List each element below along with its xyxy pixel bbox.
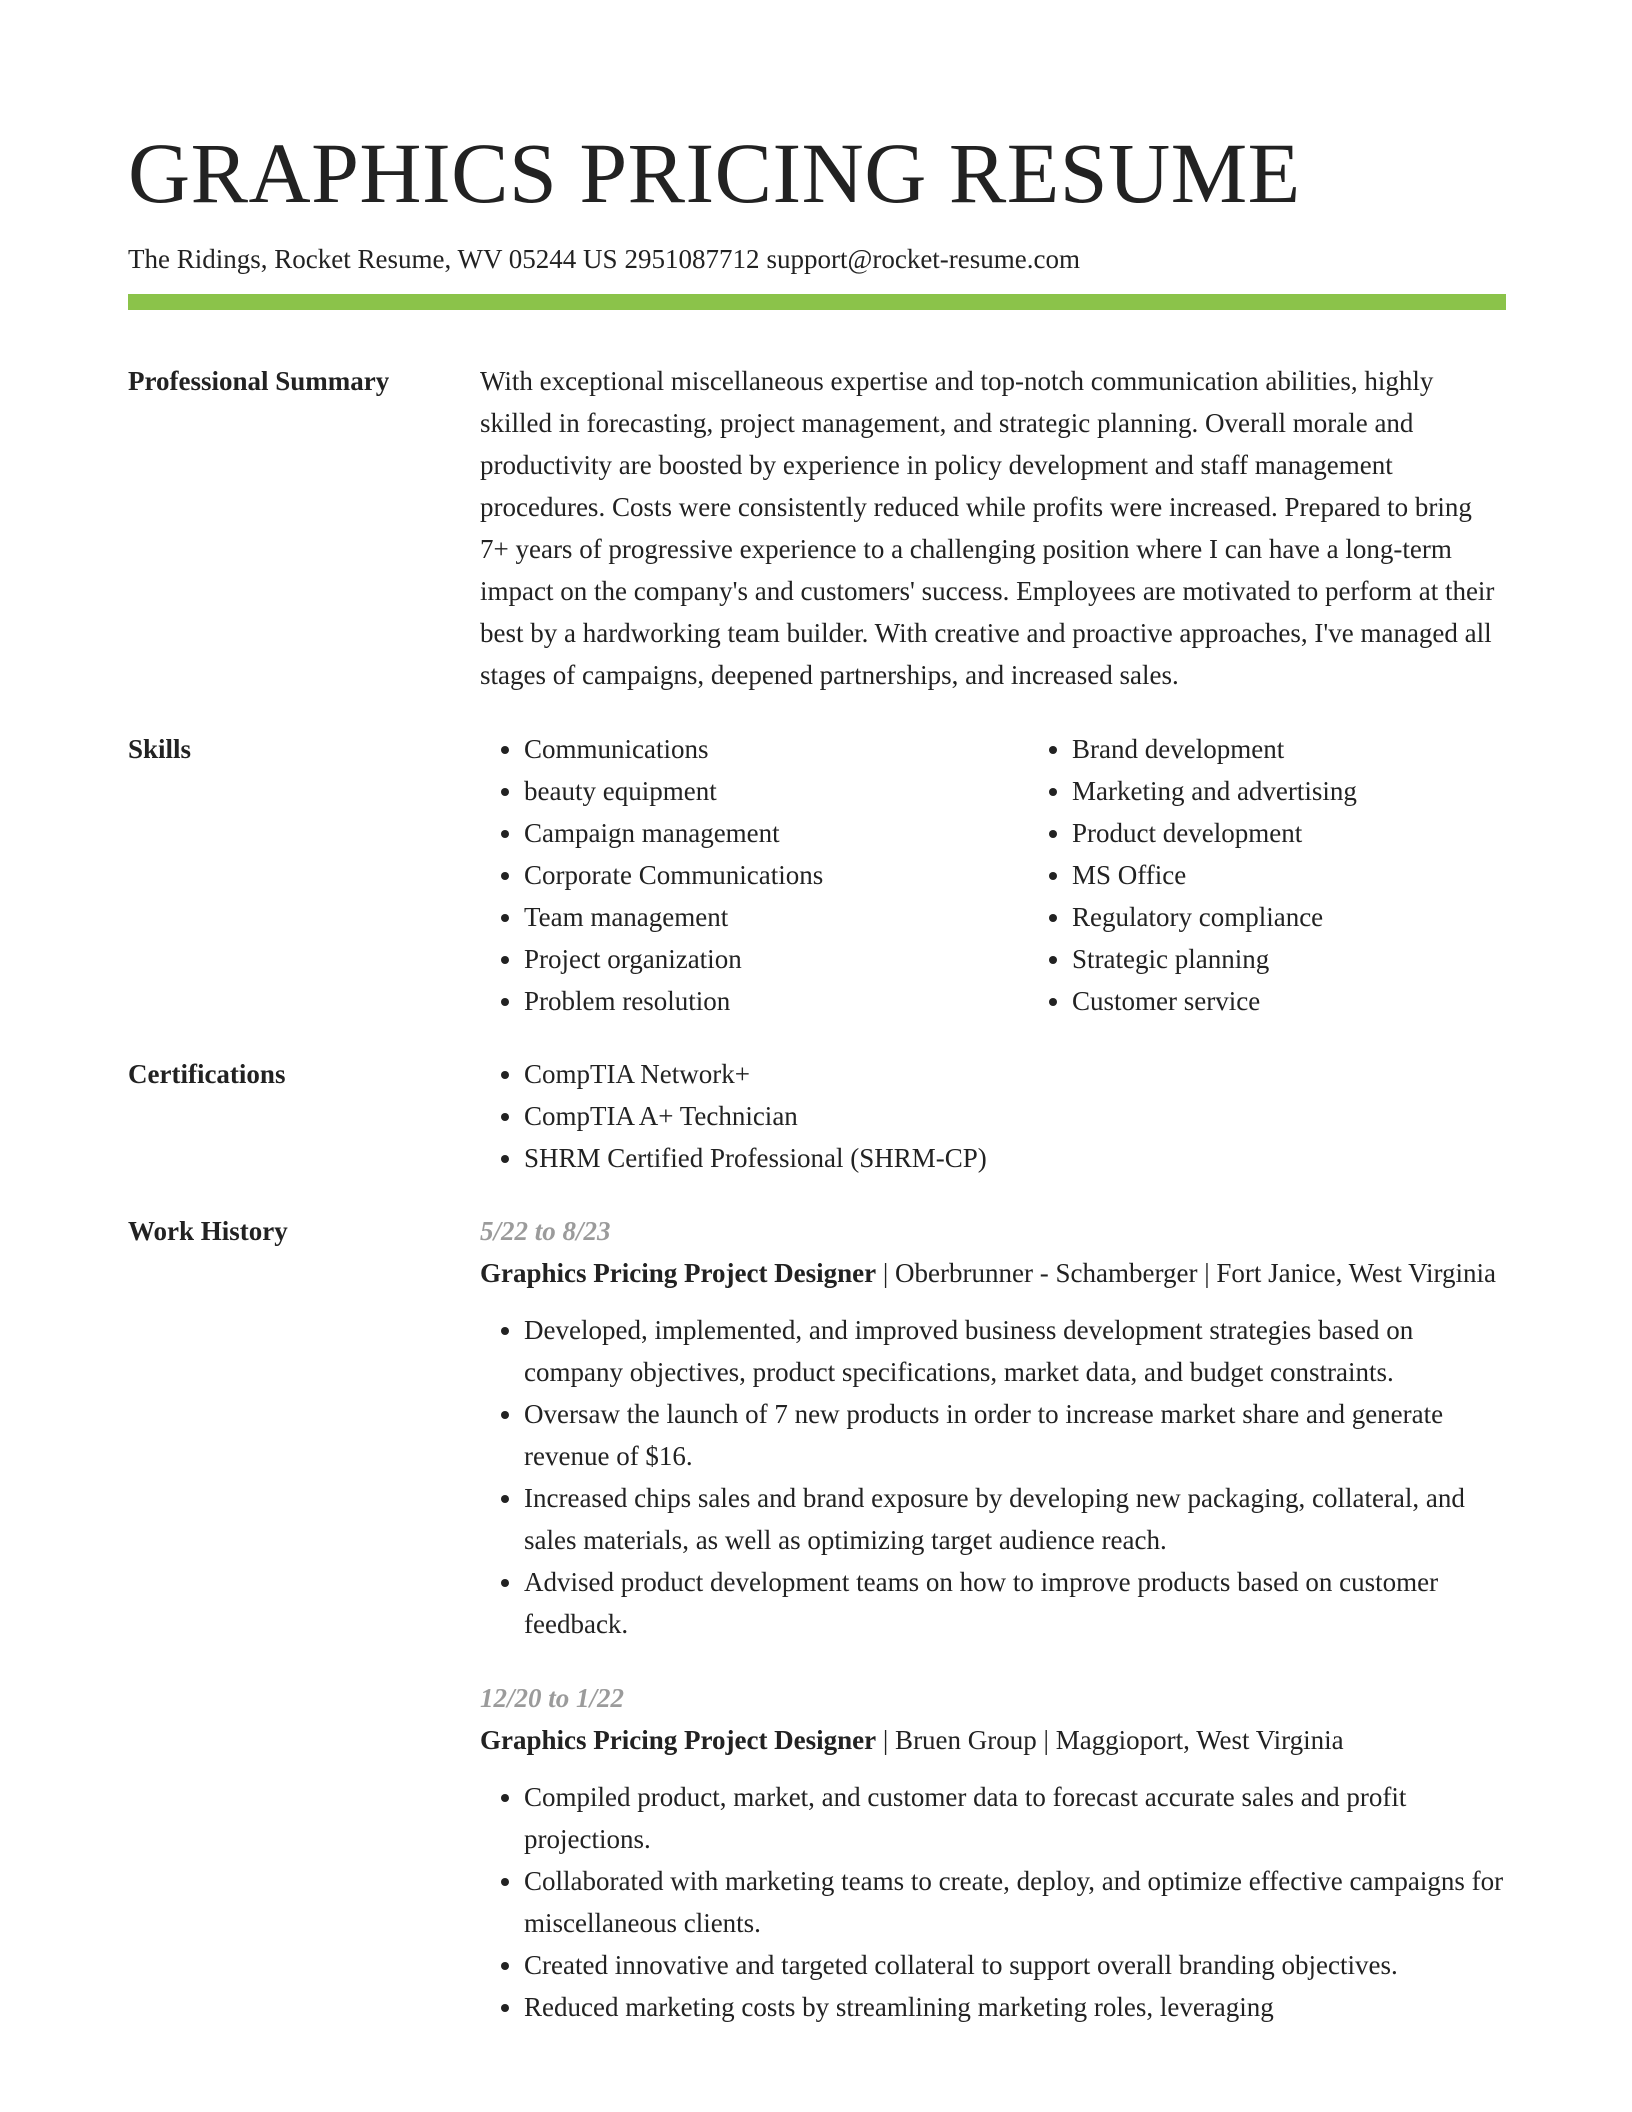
summary-text: With exceptional miscellaneous expertise and top-notch communication abilities, highly skilled in forecasting, project management, and strategic planning. Overall morale and productivity are boosted by experience in policy development and staff management procedures. Costs were consistently reduced while profits were increased. Prepared to bring 7+ years of progressive experience to a challenging position where I can have a long-term impact on the company's and customers' success. Employees are motivated to perform at their best by a hardworking team builder. With creative and proactive approaches, I've managed all stages of campaigns, deepened partnerships, and increased sales. [480,366,1495,690]
skill-item: • Customer service [1072,980,1592,1022]
skill-item: • beauty equipment [524,770,1028,812]
contact-line [128,242,1506,276]
contact-email: support@rocket-resume.com [766,244,1081,274]
certification-item: • CompTIA A+ Technician [524,1095,1506,1137]
job-details: | Oberbrunner - Schamberger | Fort Janice, West Virginia [882,1258,1497,1288]
job-bullet: • Created innovative and targeted collateral to support overall branding objectives. [524,1944,1506,1986]
skill-item: • Brand development [1072,728,1592,770]
job-details: | Bruen Group | Maggioport, West Virginia [882,1725,1344,1755]
resume-title: GRAPHICS PRICING RESUME [128,125,1301,221]
job-bullet: • Compiled product, market, and customer data to forecast accurate sales and profit projections. [524,1776,1506,1860]
job-bullet: • Advised product development teams on how to improve products based on customer feedback. [524,1561,1506,1645]
skill-item: • Marketing and advertising [1072,770,1592,812]
job-bullets [480,1776,1506,2028]
job-title: Graphics Pricing Project Designer [480,1725,877,1755]
certifications-list [480,1053,1506,1179]
skill-item: • Regulatory compliance [1072,896,1592,938]
job-dates: 5/22 to 8/23 [480,1216,611,1246]
certifications-heading: Certifications [128,1059,286,1089]
job-entry [480,1210,1506,1645]
job-bullet: • Reduced marketing costs by streamlining marketing roles, leveraging [524,1986,1506,2028]
contact-address: The Ridings, Rocket Resume, WV 05244 US [128,244,618,274]
skill-item: • Corporate Communications [524,854,1028,896]
skill-item: • Strategic planning [1072,938,1592,980]
skill-item: • Problem resolution [524,980,1028,1022]
job-bullet: • Developed, implemented, and improved business development strategies based on company objectives, product specifications, market data, and budget constraints. [524,1309,1506,1393]
work-history-heading: Work History [128,1216,288,1246]
summary-heading: Professional Summary [128,366,390,396]
job-heading [480,1719,1506,1761]
skills-heading: Skills [128,734,192,764]
certification-item: • CompTIA Network+ [524,1053,1506,1095]
skill-item: • Campaign management [524,812,1028,854]
job-dates: 12/20 to 1/22 [480,1683,625,1713]
skill-item: • Communications [524,728,1028,770]
work-history-section [128,1210,1506,2028]
skills-list-right [1028,728,1592,1022]
skills-section [128,728,1506,1022]
job-bullet: • Collaborated with marketing teams to create, deploy, and optimize effective campaigns for miscellaneous clients. [524,1860,1506,1944]
header-divider [128,294,1506,310]
certifications-section [128,1053,1506,1179]
certification-item: • SHRM Certified Professional (SHRM-CP) [524,1137,1506,1179]
skills-list-left [480,728,1028,1022]
job-bullet: • Oversaw the launch of 7 new products in order to increase market share and generate revenue of $16. [524,1393,1506,1477]
skill-item: • MS Office [1072,854,1592,896]
job-title: Graphics Pricing Project Designer [480,1258,877,1288]
job-heading [480,1252,1506,1294]
skill-item: • Product development [1072,812,1592,854]
job-bullets [480,1309,1506,1645]
summary-section [128,360,1506,696]
skill-item: • Project organization [524,938,1028,980]
resume-page [128,0,1506,2028]
contact-phone: 2951087712 [624,244,760,274]
skill-item: • Team management [524,896,1028,938]
job-entry [480,1677,1506,2028]
job-bullet: • Increased chips sales and brand exposure by developing new packaging, collateral, and sales materials, as well as optimizing target audience reach. [524,1477,1506,1561]
